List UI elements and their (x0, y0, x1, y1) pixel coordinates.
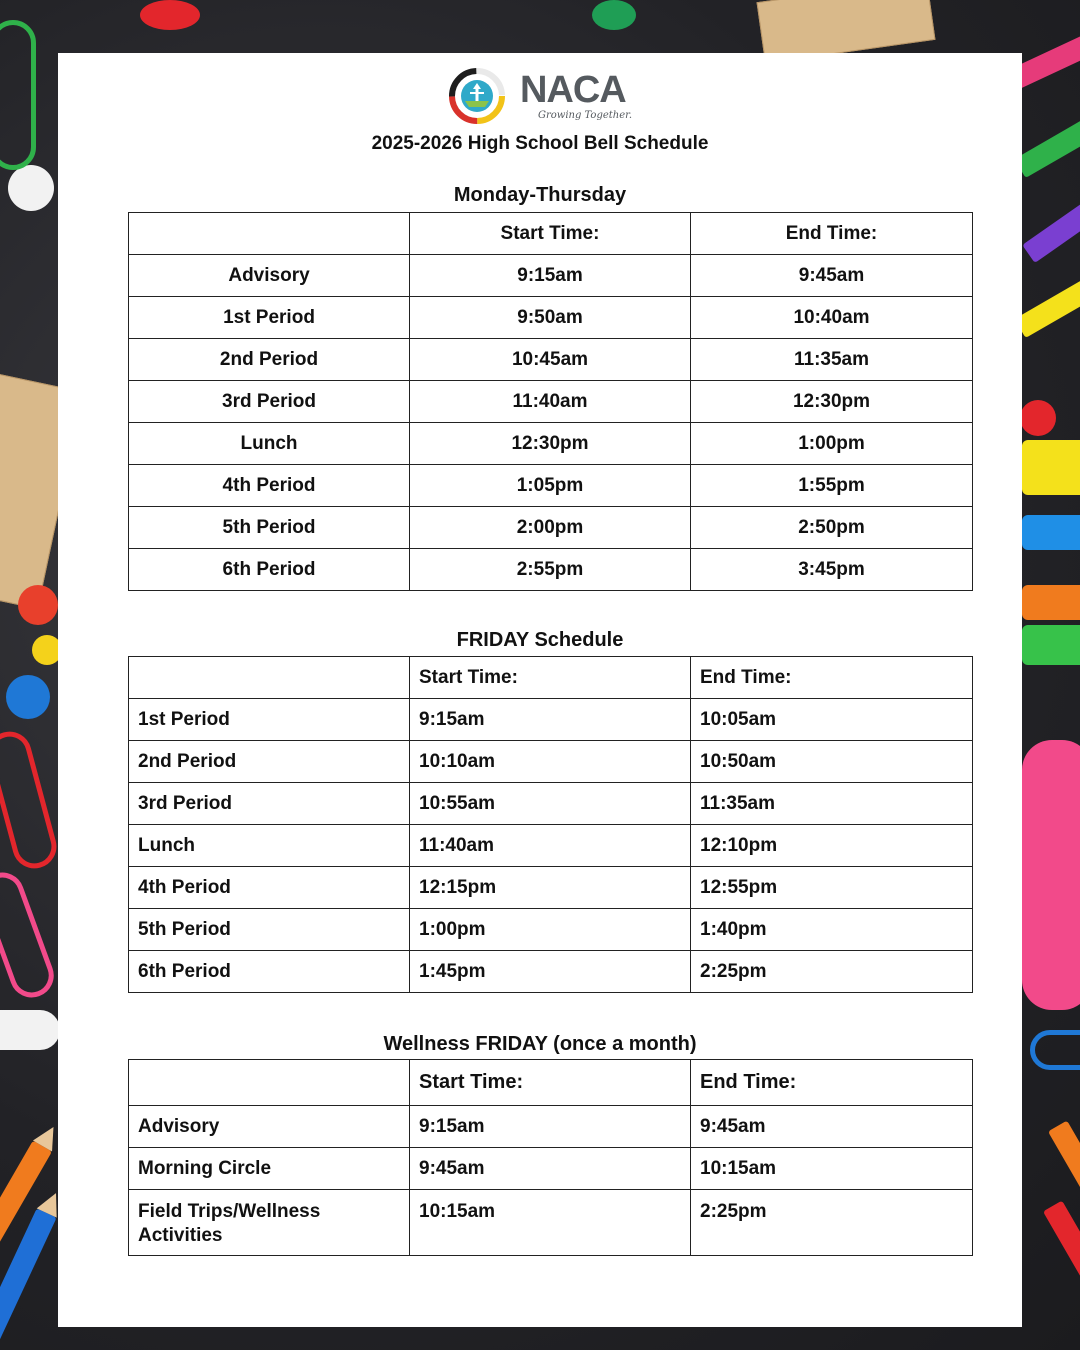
start-time-cell: 2:00pm (410, 507, 691, 549)
table-row (129, 339, 973, 381)
table-header-row (129, 1060, 973, 1106)
table-row (129, 381, 973, 423)
header-cell (129, 1060, 410, 1106)
start-time-cell: 1:05pm (410, 465, 691, 507)
table-row (129, 465, 973, 507)
pushpin-decoration (8, 165, 54, 211)
pushpin-decoration (6, 675, 50, 719)
period-cell: Morning Circle (129, 1148, 410, 1190)
end-time-cell: 10:15am (691, 1148, 973, 1190)
pencil-decoration (1015, 244, 1080, 338)
end-time-cell: 2:25pm (691, 951, 973, 993)
end-time-cell: 2:50pm (691, 507, 973, 549)
pushpin-decoration (592, 0, 636, 30)
start-time-cell: 9:15am (410, 255, 691, 297)
period-cell: Field Trips/Wellness Activities (129, 1190, 410, 1256)
table-row (129, 1106, 973, 1148)
document-title: 2025-2026 High School Bell Schedule (371, 133, 709, 154)
end-time-cell: 10:50am (691, 741, 973, 783)
end-time-cell: 9:45am (691, 1106, 973, 1148)
table-row (129, 297, 973, 339)
monday-thursday-table (128, 212, 973, 591)
pencil-decoration (1015, 84, 1080, 178)
start-time-cell: 10:15am (410, 1190, 691, 1256)
end-time-cell: 12:30pm (691, 381, 973, 423)
period-cell: 2nd Period (129, 741, 410, 783)
header-cell (129, 657, 410, 699)
table-row (129, 951, 973, 993)
start-time-cell: 11:40am (410, 825, 691, 867)
table-row (129, 867, 973, 909)
end-time-cell: 1:55pm (691, 465, 973, 507)
wellness-friday-table (128, 1059, 973, 1256)
table-row (129, 783, 973, 825)
end-time-cell: 9:45am (691, 255, 973, 297)
section-title: Wellness FRIDAY (once a month) (383, 1033, 697, 1055)
period-cell: 3rd Period (129, 381, 410, 423)
section-title: FRIDAY Schedule (456, 629, 624, 651)
start-time-cell: 2:55pm (410, 549, 691, 591)
period-cell: 4th Period (129, 867, 410, 909)
period-cell: Lunch (129, 825, 410, 867)
period-cell: 1st Period (129, 699, 410, 741)
period-cell: Advisory (129, 1106, 410, 1148)
header-cell: End Time: (691, 213, 973, 255)
table-header-row (129, 657, 973, 699)
friday-table (128, 656, 973, 993)
period-cell: Lunch (129, 423, 410, 465)
table-row (129, 549, 973, 591)
end-time-cell: 2:25pm (691, 1190, 973, 1256)
pencil-decoration (0, 1208, 57, 1350)
end-time-cell: 12:10pm (691, 825, 973, 867)
period-cell: 6th Period (129, 549, 410, 591)
header-cell: End Time: (691, 1060, 973, 1106)
period-cell: 5th Period (129, 507, 410, 549)
start-time-cell: 1:45pm (410, 951, 691, 993)
start-time-cell: 11:40am (410, 381, 691, 423)
marker-decoration (1022, 515, 1080, 550)
marker-decoration (1022, 585, 1080, 620)
start-time-cell: 9:15am (410, 1106, 691, 1148)
end-time-cell: 10:40am (691, 297, 973, 339)
period-cell: 4th Period (129, 465, 410, 507)
end-time-cell: 10:05am (691, 699, 973, 741)
table-row (129, 1148, 973, 1190)
naca-emblem-icon (448, 67, 506, 125)
table-row (129, 825, 973, 867)
period-cell: 1st Period (129, 297, 410, 339)
start-time-cell: 12:30pm (410, 423, 691, 465)
header-cell (129, 213, 410, 255)
start-time-cell: 9:15am (410, 699, 691, 741)
end-time-cell: 11:35am (691, 783, 973, 825)
start-time-cell: 10:55am (410, 783, 691, 825)
marker-decoration (1022, 440, 1080, 495)
end-time-cell: 12:55pm (691, 867, 973, 909)
naca-logo (58, 67, 1022, 125)
paperclip-decoration (1030, 1030, 1080, 1070)
table-row (129, 909, 973, 951)
period-cell: 5th Period (129, 909, 410, 951)
pushpin-decoration (18, 585, 58, 625)
period-cell: 2nd Period (129, 339, 410, 381)
chalk-decoration (0, 1010, 60, 1050)
logo-wordmark (520, 71, 632, 121)
end-time-cell: 11:35am (691, 339, 973, 381)
end-time-cell: 3:45pm (691, 549, 973, 591)
header-cell: Start Time: (410, 213, 691, 255)
pushpin-decoration (1020, 400, 1056, 436)
start-time-cell: 10:10am (410, 741, 691, 783)
header-cell: Start Time: (410, 1060, 691, 1106)
header-cell: End Time: (691, 657, 973, 699)
start-time-cell: 12:15pm (410, 867, 691, 909)
table-row (129, 255, 973, 297)
table-row (129, 699, 973, 741)
pencil-decoration (1043, 1201, 1080, 1342)
scissors-decoration (1022, 740, 1080, 1010)
header-cell: Start Time: (410, 657, 691, 699)
period-cell: 6th Period (129, 951, 410, 993)
start-time-cell: 9:45am (410, 1148, 691, 1190)
period-cell: 3rd Period (129, 783, 410, 825)
start-time-cell: 1:00pm (410, 909, 691, 951)
table-row (129, 423, 973, 465)
end-time-cell: 1:00pm (691, 423, 973, 465)
paperclip-decoration (0, 20, 36, 170)
paperclip-decoration (0, 727, 61, 874)
start-time-cell: 10:45am (410, 339, 691, 381)
end-time-cell: 1:40pm (691, 909, 973, 951)
pushpin-decoration (140, 0, 200, 30)
schedule-sheet (58, 53, 1022, 1327)
start-time-cell: 9:50am (410, 297, 691, 339)
paperclip-decoration (0, 866, 60, 1003)
brand-name: NACA (519, 69, 626, 111)
table-row (129, 1190, 973, 1256)
table-header-row (129, 213, 973, 255)
table-row (129, 741, 973, 783)
brand-tagline: Growing Together. (537, 110, 633, 121)
marker-decoration (1022, 625, 1080, 665)
period-cell: Advisory (129, 255, 410, 297)
table-row (129, 507, 973, 549)
section-title: Monday-Thursday (453, 184, 627, 206)
